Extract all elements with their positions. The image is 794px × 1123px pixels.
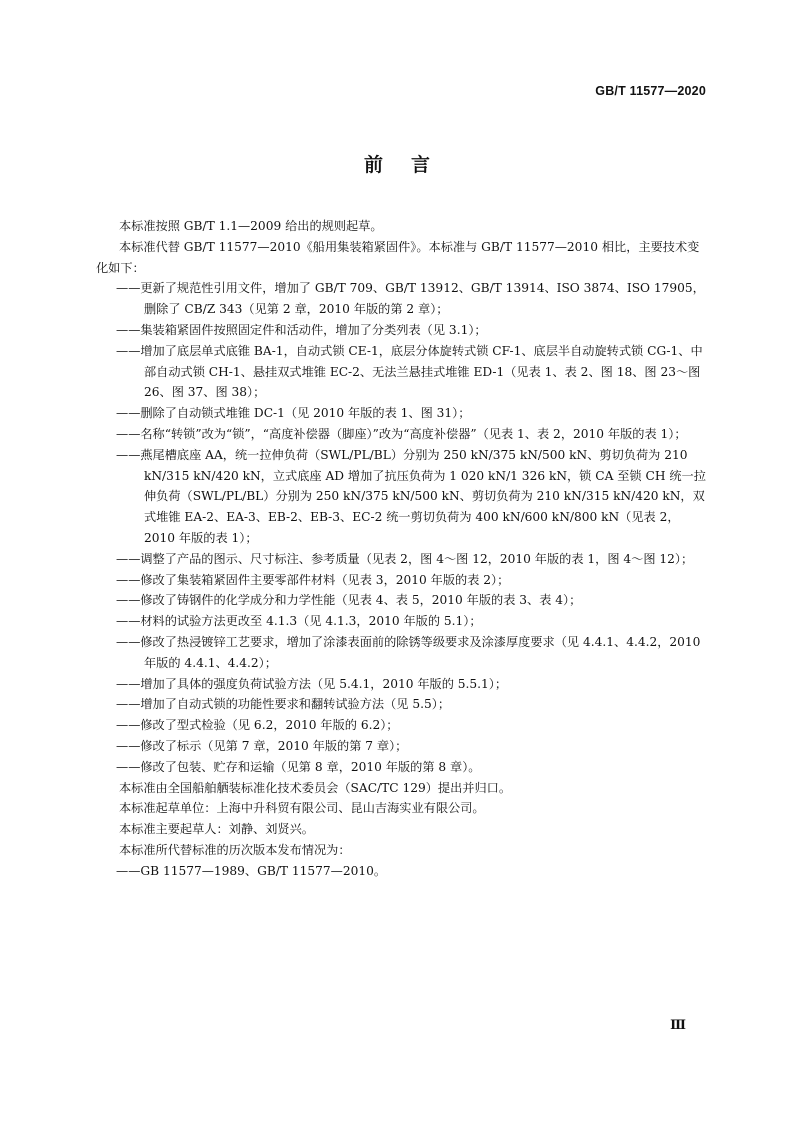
standard-code: GB/T 11577—2020 [595, 84, 706, 98]
foreword-body [96, 216, 708, 882]
list-item: ——材料的试验方法更改至 4.1.3（见 4.1.3，2010 年版的 5.1）； [116, 614, 482, 629]
list-item: ——修改了型式检验（见 6.2，2010 年版的 6.2）； [116, 718, 399, 733]
history-item: ——GB 11577—1989、GB/T 11577—2010。 [116, 863, 387, 878]
list-item: ——燕尾槽底座 AA，统一拉伸负荷（SWL/PL/BL）分别为 250 kN/375 kN/500 kN、剪切负荷为 210 kN/315 kN/420 kN，立式底座 AD 增加了抗压负荷为 1 020 kN/1 326 kN，锁 CA 至锁 CH 统一拉伸负荷（SWL/PL/BL）分别为 250 kN/375 kN/500 kN、剪切负荷为 210 kN/315 kN/420 kN，双式堆锥 EA-2、EA-3、EB-2、EB-3、EC-2 统一剪切负荷为 400 kN/600 kN/800 kN（见表 2，2010 年版的表 1）； [116, 447, 706, 545]
paragraph: 本标准主要起草人：刘静、刘贤兴。 [119, 822, 314, 837]
list-item: ——集装箱紧固件按照固定件和活动件，增加了分类列表（见 3.1）； [116, 322, 487, 337]
list-item: ——更新了规范性引用文件，增加了 GB/T 709、GB/T 13912、GB/T 13914、ISO 3874、ISO 17905，删除了 CB/Z 343（见第 2 章，2010 年版的第 2 章）； [116, 281, 705, 317]
paragraph: 本标准代替 GB/T 11577—2010《船用集装箱紧固件》。本标准与 GB/T 11577—2010 相比，主要技术变化如下： [96, 239, 700, 275]
list-item: ——修改了集装箱紧固件主要零部件材料（见表 3，2010 年版的表 2）； [116, 572, 510, 587]
paragraph: 本标准按照 GB/T 1.1—2009 给出的规则起草。 [119, 219, 383, 233]
list-item: ——名称“转锁”改为“锁”，“高度补偿器（脚座）”改为“高度补偿器”（见表 1、表 2，2010 年版的表 1）； [116, 426, 687, 441]
paragraph: 本标准起草单位：上海中升科贸有限公司、昆山吉海实业有限公司。 [119, 801, 485, 816]
paragraph: 本标准所代替标准的历次版本发布情况为： [119, 842, 351, 857]
list-item: ——删除了自动锁式堆锥 DC-1（见 2010 年版的表 1、图 31）； [116, 406, 471, 421]
list-item: ——增加了底层单式底锥 BA-1，自动式锁 CE-1，底层分体旋转式锁 CF-1、底层半自动旋转式锁 CG-1、中部自动式锁 CH-1、悬挂双式堆锥 EC-2、无法兰悬挂式堆锥 ED-1（见表 1、表 2、图 18、图 23～图 26、图 37、图 38）； [116, 343, 703, 400]
page-title: 前言 [363, 154, 458, 176]
paragraph: 本标准由全国船舶舾装标准化技术委员会（SAC/TC 129）提出并归口。 [119, 780, 512, 795]
list-item: ——调整了产品的图示、尺寸标注、参考质量（见表 2，图 4～图 12，2010 年版的表 1，图 4～图 12）； [116, 551, 694, 566]
list-item: ——修改了热浸镀锌工艺要求，增加了涂漆表面前的除锈等级要求及涂漆厚度要求（见 4.4.1、4.4.2，2010 年版的 4.4.1、4.4.2）； [116, 634, 701, 670]
list-item: ——修改了包装、贮存和运输（见第 8 章，2010 年版的第 8 章）。 [116, 759, 481, 774]
list-item: ——增加了自动式锁的功能性要求和翻转试验方法（见 5.5）； [116, 697, 451, 712]
list-item: ——修改了标示（见第 7 章，2010 年版的第 7 章）； [116, 738, 408, 753]
list-item: ——修改了铸钢件的化学成分和力学性能（见表 4、表 5，2010 年版的表 3、表 4）； [116, 593, 582, 608]
list-item: ——增加了具体的强度负荷试验方法（见 5.4.1，2010 年版的 5.5.1）； [116, 676, 508, 691]
page-number: Ⅲ [670, 1018, 686, 1033]
